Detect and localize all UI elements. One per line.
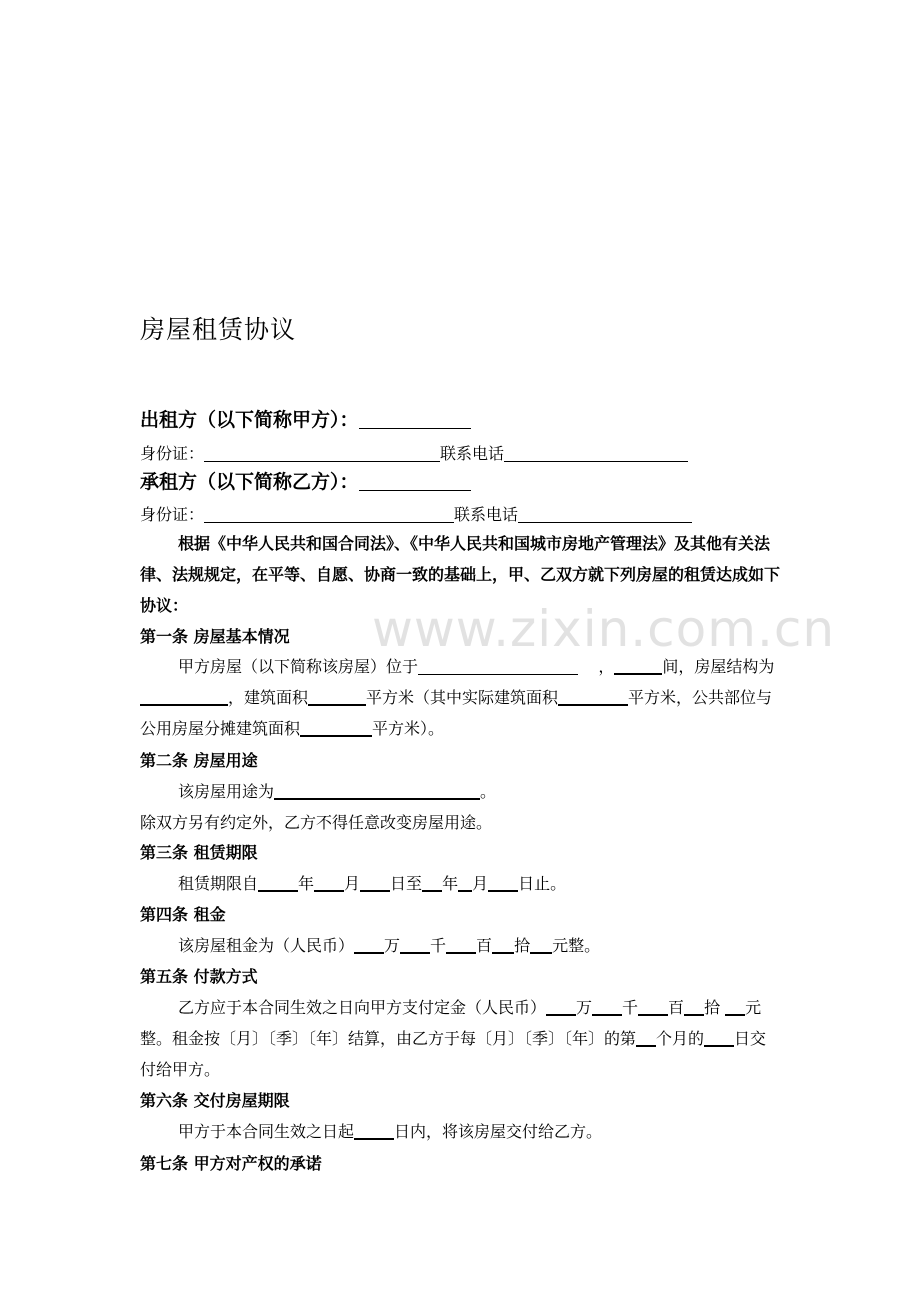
lessor-id-line — [140, 441, 688, 464]
article-1-text-3: 间，房屋结构为 — [662, 657, 775, 676]
article-6-text-2: 日内，将该房屋交付给乙方。 — [394, 1122, 603, 1141]
start-day-blank — [360, 874, 390, 892]
preamble: 根据《中华人民共和国合同法》、《中华人民共和国城市房地产管理法》及其他有关法律、法规规定，在平等、自愿、协商一致的基础上，甲、乙双方就下列房屋的租赁达成如下协议： — [140, 534, 781, 615]
deposit-wan-blank — [546, 998, 576, 1016]
article-1-body — [140, 651, 782, 744]
rent-yuan-blank — [530, 936, 552, 954]
usage-blank — [274, 782, 480, 800]
rooms-blank — [614, 657, 662, 675]
article-4-text-5: 拾 — [514, 936, 531, 955]
article-5-text-2: 万 — [576, 998, 593, 1017]
lessor-id-label: 身份证： — [140, 444, 205, 463]
article-4-text-4: 百 — [476, 936, 493, 955]
article-2-heading: 第二条 房屋用途 — [140, 751, 258, 770]
article-3-body — [140, 868, 782, 899]
area-blank — [308, 688, 366, 706]
lessee-line — [140, 467, 471, 494]
article-1-text-1: 甲方房屋（以下简称该房屋）位于 — [178, 657, 419, 676]
article-3-text-3: 月 — [344, 874, 361, 893]
article-1-text-2: ， — [598, 657, 615, 676]
deposit-yuan-blank — [725, 998, 745, 1016]
watermark: www.zixin.com.cn — [372, 600, 836, 658]
shared-area-blank — [300, 719, 372, 737]
article-5-text-8: 日交付给甲方。 — [140, 1029, 767, 1079]
delivery-days-blank — [354, 1122, 394, 1140]
actual-area-blank — [558, 688, 628, 706]
article-4-text-1: 该房屋租金为（人民币） — [178, 936, 355, 955]
end-month-blank — [458, 874, 472, 892]
article-6-text-1: 甲方于本合同生效之日起 — [178, 1122, 355, 1141]
article-5-body — [140, 992, 782, 1085]
article-3-text-4: 日至 — [390, 874, 423, 893]
lessee-id-line — [140, 502, 692, 525]
lessor-line — [140, 405, 471, 432]
rent-qian-blank — [400, 936, 430, 954]
lessor-name-blank — [359, 409, 471, 429]
article-7-heading: 第七条 甲方对产权的承诺 — [140, 1154, 322, 1173]
article-4-text-3: 千 — [430, 936, 447, 955]
article-3-text-5: 年 — [442, 874, 459, 893]
lessor-id-blank — [204, 445, 440, 462]
article-4-text-6: 元整。 — [552, 936, 601, 955]
pay-day-blank — [704, 1029, 734, 1047]
article-3-text-6: 月 — [472, 874, 489, 893]
article-6-heading: 第六条 交付房屋期限 — [140, 1091, 290, 1110]
lessor-label: 出租方（以下简称甲方）： — [140, 409, 359, 431]
rent-shi-blank — [492, 936, 514, 954]
article-2-note: 除双方另有约定外，乙方不得任意改变房屋用途。 — [140, 813, 493, 832]
article-2-text-1: 该房屋用途为 — [178, 782, 275, 801]
pay-month-blank — [636, 1029, 656, 1047]
article-4-heading: 第四条 租金 — [140, 905, 226, 924]
start-year-blank — [258, 874, 298, 892]
article-3-text-2: 年 — [298, 874, 315, 893]
article-5-text-1: 乙方应于本合同生效之日向甲方支付定金（人民币） — [178, 998, 547, 1017]
article-3-text-7: 日止。 — [518, 874, 567, 893]
article-6-body — [140, 1116, 782, 1147]
article-3-heading: 第三条 租赁期限 — [140, 843, 258, 862]
structure-blank — [140, 688, 228, 706]
article-1-heading: 第一条 房屋基本情况 — [140, 627, 290, 646]
deposit-qian-blank — [592, 998, 622, 1016]
article-1-text-5: 平方米（其中实际建筑面积 — [366, 688, 559, 707]
lessee-label: 承租方（以下简称乙方）： — [140, 471, 359, 493]
article-5-text-3: 千 — [622, 998, 639, 1017]
article-5-text-7: 个月的 — [656, 1029, 705, 1048]
lessor-phone-blank — [504, 445, 688, 462]
article-4-text-2: 万 — [384, 936, 401, 955]
address-blank — [418, 658, 578, 675]
article-5-text-5: 拾 — [704, 998, 721, 1017]
lessee-id-label: 身份证： — [140, 505, 205, 524]
article-5-heading: 第五条 付款方式 — [140, 967, 258, 986]
article-2-body — [140, 776, 782, 807]
article-5-text-6: 元整。租金按〔月〕〔季〕〔年〕结算，由乙方于每〔月〕〔季〕〔年〕的第 — [140, 998, 762, 1048]
start-month-blank — [314, 874, 344, 892]
lessee-phone-blank — [518, 506, 692, 523]
document-title: 房屋租赁协议 — [140, 315, 297, 344]
deposit-bai-blank — [638, 998, 668, 1016]
article-1-text-7: 平方米）。 — [372, 719, 445, 738]
lessee-phone-label: 联系电话 — [454, 505, 519, 524]
rent-bai-blank — [446, 936, 476, 954]
article-1-text-4: ，建筑面积 — [228, 688, 309, 707]
article-2-text-2: 。 — [480, 782, 497, 801]
deposit-shi-blank — [684, 998, 704, 1016]
article-1-text-6: 平方米，公共部位与公用房屋分摊建筑面积 — [140, 688, 773, 738]
lessee-name-blank — [359, 471, 471, 491]
article-3-text-1: 租赁期限自 — [178, 874, 259, 893]
article-5-text-4: 百 — [668, 998, 685, 1017]
rent-wan-blank — [354, 936, 384, 954]
lessee-id-blank — [204, 506, 454, 523]
article-4-body — [140, 930, 782, 961]
lessor-phone-label: 联系电话 — [440, 444, 505, 463]
end-day-blank — [488, 874, 518, 892]
end-year-blank — [422, 874, 442, 892]
